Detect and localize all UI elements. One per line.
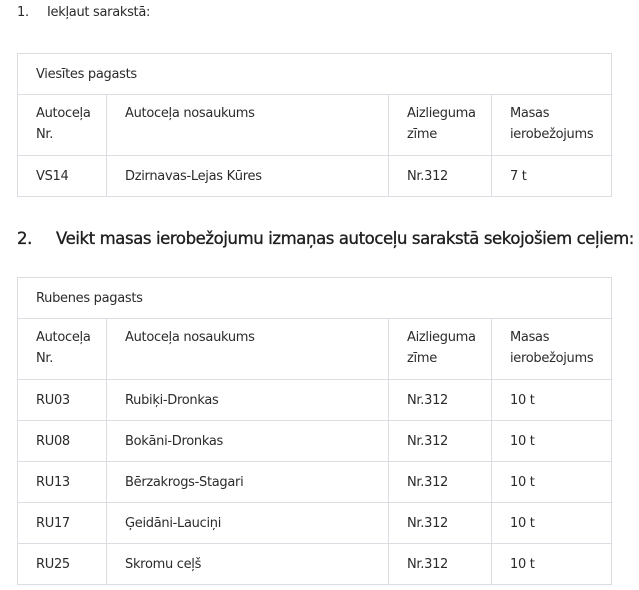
cell-restriction-sign: Nr.312: [389, 156, 492, 197]
header-text: Aizlieguma: [407, 106, 476, 121]
header-text: Autoceļa: [36, 106, 91, 121]
header-mass-limit: [492, 319, 612, 380]
cell-road-number: RU25: [18, 544, 107, 585]
header-text: ierobežojums: [510, 351, 594, 366]
cell-restriction-sign: Nr.312: [389, 544, 492, 585]
list-item-2: [17, 228, 634, 250]
header-text: Autoceļa: [36, 330, 91, 345]
header-text: Masas: [510, 106, 550, 121]
cell-road-number: RU08: [18, 421, 107, 462]
cell-road-name: Dzirnavas-Lejas Kūres: [107, 156, 389, 197]
table-row: [18, 380, 612, 421]
header-restriction-sign: [389, 95, 492, 156]
table-header-row: [18, 319, 612, 380]
table-row: [18, 544, 612, 585]
table-row: [18, 156, 612, 197]
header-restriction-sign: [389, 319, 492, 380]
list-item-text: Veikt masas ierobežojumu izmaņas autoceļu sarakstā sekojošiem ceļiem:: [56, 229, 634, 248]
header-road-name: Autoceļa nosaukums: [107, 95, 389, 156]
cell-road-number: RU17: [18, 503, 107, 544]
cell-restriction-sign: Nr.312: [389, 421, 492, 462]
cell-mass-limit: 10 t: [492, 462, 612, 503]
header-road-number: [18, 319, 107, 380]
header-mass-limit: [492, 95, 612, 156]
cell-road-number: VS14: [18, 156, 107, 197]
cell-road-name: Bērzakrogs-Stagari: [107, 462, 389, 503]
cell-mass-limit: 10 t: [492, 421, 612, 462]
header-text: Masas: [510, 330, 550, 345]
roads-table-rubene: [17, 277, 612, 585]
table-group-row: [18, 278, 612, 319]
header-road-number: [18, 95, 107, 156]
cell-road-number: RU13: [18, 462, 107, 503]
header-text: zīme: [407, 351, 437, 366]
cell-mass-limit: 7 t: [492, 156, 612, 197]
list-item-number: 2.: [17, 229, 32, 248]
cell-road-name: Ģeidāni-Lauciņi: [107, 503, 389, 544]
cell-restriction-sign: Nr.312: [389, 462, 492, 503]
table-group-row: [18, 54, 612, 95]
list-item-text: Iekļaut sarakstā:: [47, 5, 151, 20]
table-header-row: [18, 95, 612, 156]
cell-mass-limit: 10 t: [492, 380, 612, 421]
header-text: Nr.: [36, 351, 54, 366]
header-text: zīme: [407, 127, 437, 142]
table-group-title: Rubenes pagasts: [18, 278, 612, 319]
list-item-1: [17, 4, 150, 22]
cell-mass-limit: 10 t: [492, 544, 612, 585]
cell-road-name: Skromu ceļš: [107, 544, 389, 585]
table-row: [18, 421, 612, 462]
roads-table-viesite: [17, 53, 612, 197]
header-text: ierobežojums: [510, 127, 594, 142]
table-row: [18, 503, 612, 544]
cell-mass-limit: 10 t: [492, 503, 612, 544]
cell-restriction-sign: Nr.312: [389, 380, 492, 421]
cell-road-name: Rubiķi-Dronkas: [107, 380, 389, 421]
cell-road-number: RU03: [18, 380, 107, 421]
header-text: Aizlieguma: [407, 330, 476, 345]
cell-road-name: Bokāni-Dronkas: [107, 421, 389, 462]
table-group-title: Viesītes pagasts: [18, 54, 612, 95]
cell-restriction-sign: Nr.312: [389, 503, 492, 544]
header-text: Nr.: [36, 127, 54, 142]
list-item-number: 1.: [17, 5, 29, 20]
header-road-name: Autoceļa nosaukums: [107, 319, 389, 380]
table-row: [18, 462, 612, 503]
